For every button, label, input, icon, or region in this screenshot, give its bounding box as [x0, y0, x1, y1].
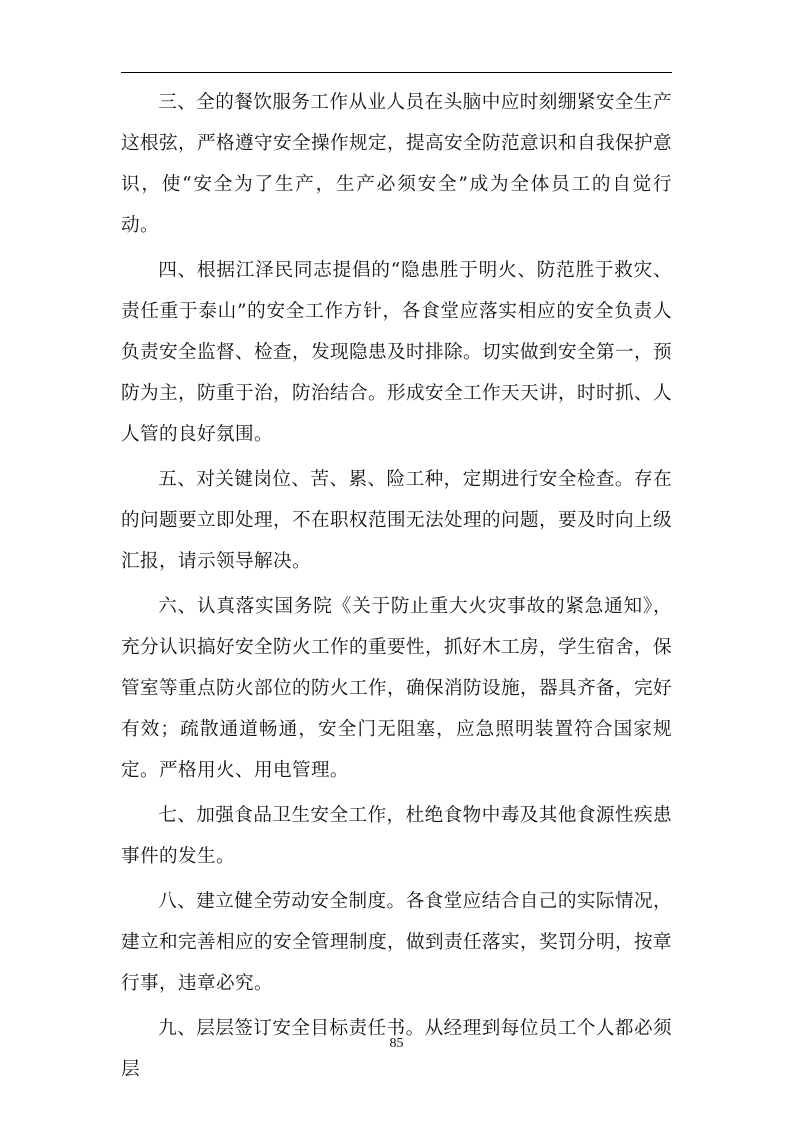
body-text: [121, 82, 672, 1094]
paragraph-8: 八、建立健全劳动安全制度。各食堂应结合自己的实际情况，建立和完善相应的安全管理制度，做到责任落实，奖罚分明，按章行事，违章必究。: [121, 891, 672, 994]
paragraph-7: 七、加强食品卫生安全工作，杜绝食物中毒及其他食源性疾患事件的发生。: [121, 805, 672, 867]
page-number: 85: [389, 1036, 404, 1051]
paragraph-4: 四、根据江泽民同志提倡的“隐患胜于明火、防范胜于救灾、责任重于泰山”的安全工作方针，各食堂应落实相应的安全负责人负责安全监督、检查，发现隐患及时排除。切实做到安全第一，预防为主，防重于治，防治结合。形成安全工作天天讲，时时抓、人人管的良好氛围。: [121, 260, 672, 445]
paragraph-9: 九、层层签订安全目标责任书。从经理到每位员工个人都必须层: [121, 1018, 672, 1080]
paragraph-5: 五、对关键岗位、苦、累、险工种，定期进行安全检查。存在的问题要立即处理，不在职权范围无法处理的问题，要及时向上级汇报，请示领导解决。: [121, 469, 672, 572]
paragraph-6: 六、认真落实国务院《关于防止重大火灾事故的紧急通知》，充分认识搞好安全防火工作的重要性，抓好木工房，学生宿舍，保管室等重点防火部位的防火工作，确保消防设施，器具齐备，完好有效；疏散通道畅通，安全门无阻塞，应急照明装置符合国家规定。严格用火、用电管理。: [121, 596, 672, 781]
header-rule: [121, 72, 672, 73]
paragraph-3: 三、全的餐饮服务工作从业人员在头脑中应时刻绷紧安全生产这根弦，严格遵守安全操作规定，提高安全防范意识和自我保护意识，使“安全为了生产，生产必须安全”成为全体员工的自觉行动。: [121, 92, 672, 236]
